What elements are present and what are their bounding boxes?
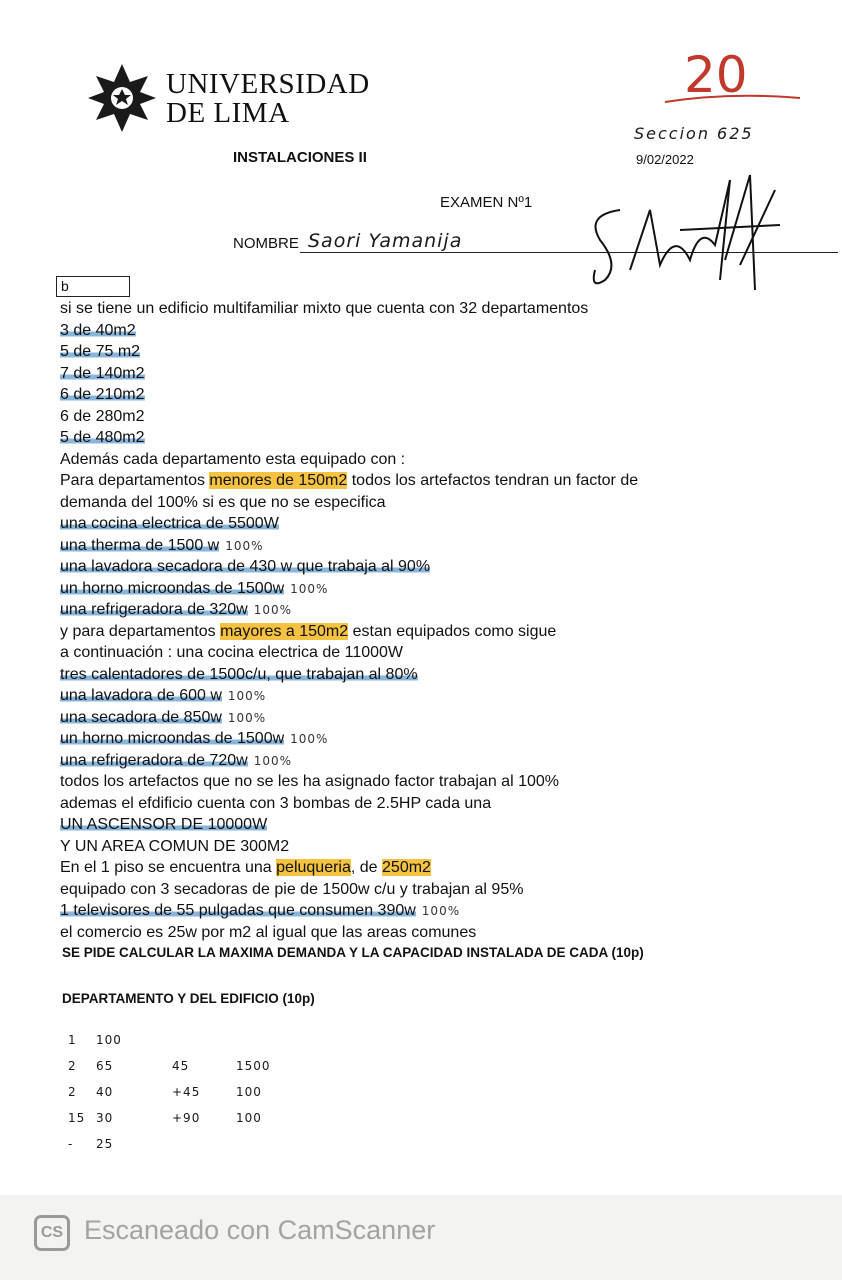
statement-text: 6 de 210m2 bbox=[60, 386, 145, 403]
statement-text: 5 de 75 m2 bbox=[60, 343, 141, 360]
statement-line bbox=[60, 578, 328, 601]
calc-cell: 100 bbox=[236, 1111, 262, 1125]
statement-text: a continuación : una cocina electrica de 11000W bbox=[60, 644, 404, 661]
statement-line bbox=[60, 363, 145, 385]
statement-text: una secadora de 850w bbox=[60, 708, 222, 726]
statement-line bbox=[60, 621, 556, 643]
handwritten-note: 100% bbox=[225, 538, 264, 553]
statement-text: Además cada departamento esta equipado con : bbox=[60, 450, 406, 468]
statement-text: una cocina electrica de 5500W bbox=[60, 515, 279, 532]
university-name-line1: UNIVERSIDAD bbox=[166, 68, 370, 100]
highlight: mayores a 150m2 bbox=[220, 622, 349, 640]
calc-cell: 100 bbox=[96, 1033, 122, 1047]
statement-text: una lavadora secadora de 430 w que trabaja al 90% bbox=[60, 558, 431, 575]
handwritten-note: 100% bbox=[421, 904, 461, 918]
statement-text: 1 televisores de 55 pulgadas que consumen 390w bbox=[60, 902, 416, 919]
answer-box bbox=[56, 276, 130, 297]
statement-line bbox=[60, 341, 140, 363]
statement-line bbox=[60, 836, 289, 858]
statement-text: 6 de 280m2 bbox=[60, 407, 145, 425]
statement-line bbox=[60, 879, 523, 901]
statement-text: una refrigeradora de 720w bbox=[60, 751, 248, 769]
exam-title: EXAMEN Nº1 bbox=[440, 194, 533, 211]
calc-cell: 100 bbox=[236, 1085, 262, 1099]
statement-text: ademas el efdificio cuenta con 3 bombas de 2.5HP cada una bbox=[60, 794, 492, 812]
question-2: DEPARTAMENTO Y DEL EDIFICIO (10p) bbox=[62, 991, 315, 1006]
calc-cell: - bbox=[68, 1137, 74, 1151]
handwritten-note: 100% bbox=[227, 710, 267, 725]
statement-text: 7 de 140m2 bbox=[60, 364, 145, 382]
statement-line bbox=[60, 685, 266, 708]
calc-cell: +45 bbox=[172, 1085, 201, 1099]
statement-line bbox=[60, 320, 136, 342]
statement-line bbox=[60, 406, 145, 428]
statement-text: En el 1 piso se encuentra una peluqueria, de 250m2 bbox=[60, 859, 431, 876]
signature-icon bbox=[580, 170, 800, 300]
course-title: INSTALACIONES II bbox=[233, 149, 367, 166]
statement-line bbox=[60, 599, 292, 622]
statement-line bbox=[60, 427, 145, 449]
statement-line bbox=[60, 664, 418, 686]
name-label: NOMBRE bbox=[233, 235, 299, 252]
scanner-footer bbox=[0, 1195, 842, 1280]
statement-line bbox=[60, 298, 588, 320]
calc-cell: 15 bbox=[68, 1111, 86, 1125]
handwritten-note: 100% bbox=[227, 689, 267, 703]
statement-line bbox=[60, 384, 145, 406]
statement-line bbox=[60, 642, 403, 664]
handwritten-note: 100% bbox=[290, 732, 329, 746]
statement-text: 3 de 40m2 bbox=[60, 321, 136, 339]
statement-text: Y UN AREA COMUN DE 300M2 bbox=[60, 837, 290, 855]
calc-cell: 30 bbox=[96, 1111, 114, 1125]
section-label: Seccion 625 bbox=[634, 124, 754, 143]
statement-text: tres calentadores de 1500c/u, que trabajan al 80% bbox=[60, 665, 418, 683]
statement-text: y para departamentos mayores a 150m2 estan equipados como sigue bbox=[60, 622, 557, 640]
statement-text: una refrigeradora de 320w bbox=[60, 601, 248, 618]
highlight: 250m2 bbox=[382, 859, 431, 876]
statement-text: demanda del 100% si es que no se especifica bbox=[60, 493, 386, 511]
statement-text: el comercio es 25w por m2 al igual que las areas comunes bbox=[60, 923, 477, 941]
statement-line bbox=[60, 470, 638, 492]
handwritten-note: 100% bbox=[290, 581, 329, 596]
statement-line bbox=[60, 857, 431, 879]
statement-line bbox=[60, 535, 264, 558]
statement-text: una lavadora de 600 w bbox=[60, 687, 222, 704]
calc-cell: 45 bbox=[172, 1059, 190, 1073]
calc-cell: 2 bbox=[68, 1059, 77, 1073]
handwritten-note: 100% bbox=[253, 753, 292, 768]
statement-line bbox=[60, 513, 279, 535]
calc-cell: 40 bbox=[96, 1085, 114, 1099]
student-name: Saori Yamanija bbox=[308, 230, 463, 252]
statement-text: equipado con 3 secadoras de pie de 1500w c/u y trabajan al 95% bbox=[60, 880, 524, 898]
calc-cell: 65 bbox=[96, 1059, 114, 1073]
statement-text: 5 de 480m2 bbox=[60, 429, 145, 446]
question-1: SE PIDE CALCULAR LA MAXIMA DEMANDA Y LA CAPACIDAD INSTALADA DE CADA (10p) bbox=[62, 945, 644, 960]
calc-cell: 25 bbox=[96, 1137, 114, 1151]
answer-box-letter: b bbox=[61, 278, 69, 294]
statement-line bbox=[60, 728, 328, 751]
statement-line bbox=[60, 707, 266, 730]
statement-text: UN ASCENSOR DE 10000W bbox=[60, 816, 268, 833]
statement-text: todos los artefactos que no se les ha asignado factor trabajan al 100% bbox=[60, 773, 559, 790]
statement-line bbox=[60, 556, 430, 578]
grade-underline-icon bbox=[660, 90, 810, 110]
statement-text: un horno microondas de 1500w bbox=[60, 579, 285, 597]
highlight: peluqueria bbox=[276, 859, 351, 876]
statement-line bbox=[60, 449, 405, 471]
statement-line bbox=[60, 492, 386, 514]
statement-line bbox=[60, 814, 267, 836]
university-name-line2: DE LIMA bbox=[166, 97, 290, 129]
highlight: menores de 150m2 bbox=[209, 472, 348, 489]
statement-line bbox=[60, 793, 491, 815]
statement-text: un horno microondas de 1500w bbox=[60, 730, 285, 747]
exam-date: 9/02/2022 bbox=[636, 152, 694, 167]
statement-text: si se tiene un edificio multifamiliar mixto que cuenta con 32 departamentos bbox=[60, 300, 589, 317]
statement-line bbox=[60, 922, 476, 944]
calc-cell: 1 bbox=[68, 1033, 77, 1047]
handwritten-note: 100% bbox=[253, 603, 292, 617]
calc-cell: 2 bbox=[68, 1085, 77, 1099]
statement-line bbox=[60, 900, 460, 923]
statement-line bbox=[60, 750, 292, 773]
calc-cell: 1500 bbox=[236, 1059, 271, 1073]
statement-line bbox=[60, 771, 559, 793]
grade-mark: 20 bbox=[684, 46, 748, 104]
camscanner-badge-icon: CS bbox=[34, 1215, 70, 1251]
statement-text: una therma de 1500 w bbox=[60, 536, 220, 554]
calc-cell: +90 bbox=[172, 1111, 201, 1125]
university-logo-icon bbox=[86, 62, 158, 134]
camscanner-text: Escaneado con CamScanner bbox=[84, 1215, 436, 1245]
statement-text: Para departamentos menores de 150m2 todos los artefactos tendran un factor de bbox=[60, 472, 639, 489]
